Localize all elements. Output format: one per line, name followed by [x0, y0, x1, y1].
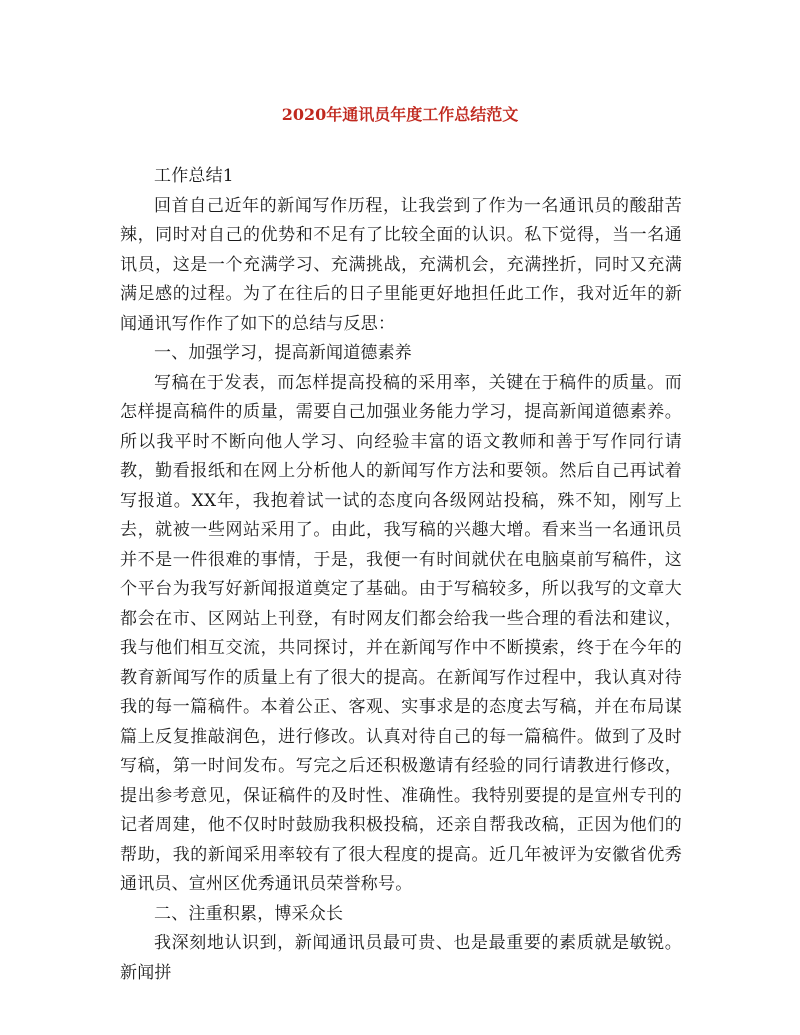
document-body: [120, 162, 682, 988]
section-heading-1: 一、加强学习，提高新闻道德素养: [154, 343, 412, 363]
document-title: 2020年通讯员年度工作总结范文: [281, 105, 519, 124]
paragraph-accumulation: 我深刻地认识到，新闻通讯员最可贵、也是最重要的素质就是敏锐。新闻拼: [120, 933, 682, 983]
paragraph-learning: 写稿在于发表，而怎样提高投稿的采用率，关键在于稿件的质量。而怎样提高稿件的质量，需要自己加强业务能力学习，提高新闻道德素养。所以我平时不断向他人学习、向经验丰富的语文教师和善于写作同行请教，勤看报纸和在网上分析他人的新闻写作方法和要领。然后自己再试着写报道。XX年，我抱着试一试的态度向各级网站投稿，殊不知，刚写上去，就被一些网站采用了。由此，我写稿的兴趣大增。看来当一名通讯员并不是一件很难的事情，于是，我便一有时间就伏在电脑桌前写稿件，这个平台为我写好新闻报道奠定了基础。由于写稿较多，所以我写的文章大都会在市、区网站上刊登，有时网友们都会给我一些合理的看法和建议，我与他们相互交流，共同探讨，并在新闻写作中不断摸索，终于在今年的教育新闻写作的质量上有了很大的提高。在新闻写作过程中，我认真对待我的每一篇稿件。本着公正、客观、实事求是的态度去写稿，并在布局谋篇上反复推敲润色，进行修改。认真对待自己的每一篇稿件。做到了及时写稿，第一时间发布。写完之后还积极邀请有经验的同行请教进行修改，提出参考意见，保证稿件的及时性、准确性。我特别要提的是宣州专刊的记者周建，他不仅时时鼓励我积极投稿，还亲自帮我改稿，正因为他们的帮助，我的新闻采用率较有了很大程度的提高。近几年被评为安徽省优秀通讯员、宣州区优秀通讯员荣誉称号。: [120, 372, 682, 894]
section-heading-2: 二、注重积累，博采众长: [154, 903, 344, 924]
paragraph-intro: 回首自己近年的新闻写作历程，让我尝到了作为一名通讯员的酸甜苦辣，同时对自己的优势和不足有了比较全面的认识。私下觉得，当一名通讯员，这是一个充满学习、充满挑战，充满机会，充满挫折，同时又充满满足感的过程。为了在往后的日子里能更好地担任此工作，我对近年的新闻通讯写作作了如下的总结与反思：: [120, 195, 682, 334]
section-label: 工作总结1: [154, 166, 234, 186]
